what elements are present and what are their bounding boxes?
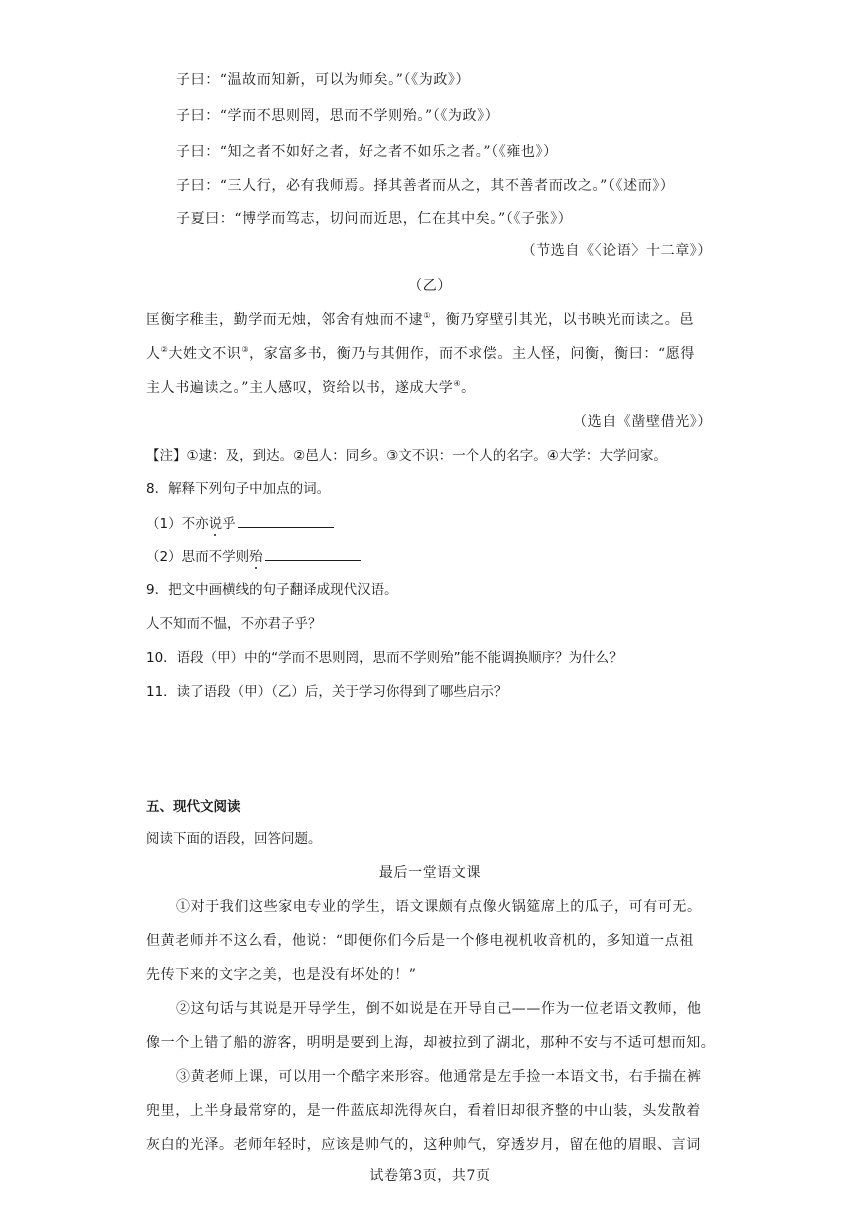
passage-line: 匡衡字稚圭，勤学而无烛，邻舍有烛而不逮①，衡乃穿壁引其光，以书映光而读之。邑 bbox=[146, 311, 694, 328]
question-8-2: （2）思而不学则殆 bbox=[146, 545, 361, 567]
question-11: 11．读了语段（甲）（乙）后，关于学习你得到了哪些启示？ bbox=[146, 684, 508, 700]
footnote-marker: ④ bbox=[453, 379, 462, 388]
page-footer: 试卷第3页，共7页 bbox=[369, 1168, 491, 1184]
quote-line: 子夏曰：“博学而笃志，切问而近思，仁在其中矣。”（《子张》） bbox=[176, 211, 573, 227]
article-line: 先传下来的文字之美，也是没有坏处的！” bbox=[146, 967, 417, 983]
footnote-marker: ③ bbox=[241, 345, 250, 354]
quote-line: 子曰：“温故而知新，可以为师矣。”（《为政》） bbox=[176, 72, 471, 88]
article-line: 像一个上错了船的游客，明明是要到上海，却被拉到了湖北，那种不安与不适可想而知。 bbox=[146, 1035, 716, 1051]
passage-line: 主人书遍读之。”主人感叹，资给以书，遂成大学④。 bbox=[146, 379, 476, 396]
question-9-sentence: 人不知而不愠，不亦君子乎？ bbox=[146, 616, 322, 632]
section-heading: 五、现代文阅读 bbox=[146, 799, 241, 815]
quote-line: 子曰：“三人行，必有我师焉。择其善者而从之，其不善者而改之。”（《述而》） bbox=[176, 178, 675, 194]
footnote-marker: ① bbox=[423, 311, 432, 320]
footnote-marker: ② bbox=[160, 345, 169, 354]
article-line: 但黄老师并不这么看，他说：“即便你们今后是一个修电视机收音机的，多知道一点祖 bbox=[146, 933, 694, 949]
article-line: ①对于我们这些家电专业的学生，语文课颇有点像火锅筵席上的瓜子，可有可无。 bbox=[176, 899, 702, 915]
quote-line: 子曰：“学而不思则罔，思而不学则殆。”（《为政》） bbox=[176, 108, 500, 124]
question-8-1: （1）不亦说乎 bbox=[146, 512, 334, 534]
source-note: （节选自《〈论语〉十二章》） bbox=[521, 243, 712, 259]
source-note: （选自《凿壁借光》） bbox=[573, 414, 712, 430]
question-8: 8．解释下列句子中加点的词。 bbox=[146, 481, 331, 497]
article-line: ②这句话与其说是开导学生，倒不如说是在开导自己——作为一位老语文教师，他 bbox=[176, 1001, 702, 1017]
article-line: ③黄老师上课，可以用一个酷字来形容。他通常是左手捡一本语文书，右手揣在裤 bbox=[176, 1069, 702, 1085]
article-line: 灰白的光泽。老师年轻时，应该是帅气的，这种帅气，穿透岁月，留在他的眉眼、言词 bbox=[146, 1137, 701, 1153]
footnote: 【注】①逮：及，到达。②邑人：同乡。③文不识：一个人的名字。④大学：大学问家。 bbox=[146, 448, 667, 464]
question-9: 9．把文中画横线的句子翻译成现代汉语。 bbox=[146, 582, 398, 598]
passage-line: 人②大姓文不识③，家富多书，衡乃与其佣作，而不求偿。主人怪，问衡，衡曰：“愿得 bbox=[146, 345, 695, 362]
quote-line: 子曰：“知之者不如好之者，好之者不如乐之者。”（《雍也》） bbox=[176, 144, 558, 160]
section-instruction: 阅读下面的语段，回答问题。 bbox=[146, 831, 322, 847]
question-10: 10．语段（甲）中的“学而不思则罔，思而不学则殆”能不能调换顺序？为什么？ bbox=[146, 650, 623, 666]
article-line: 兜里，上半身最常穿的，是一件蓝底却洗得灰白，看着旧却很齐整的中山装，头发散着 bbox=[146, 1103, 701, 1119]
article-title: 最后一堂语文课 bbox=[378, 865, 482, 881]
section-label-yi: （乙） bbox=[408, 278, 452, 294]
answer-blank[interactable] bbox=[265, 545, 361, 561]
answer-blank[interactable] bbox=[238, 512, 334, 528]
